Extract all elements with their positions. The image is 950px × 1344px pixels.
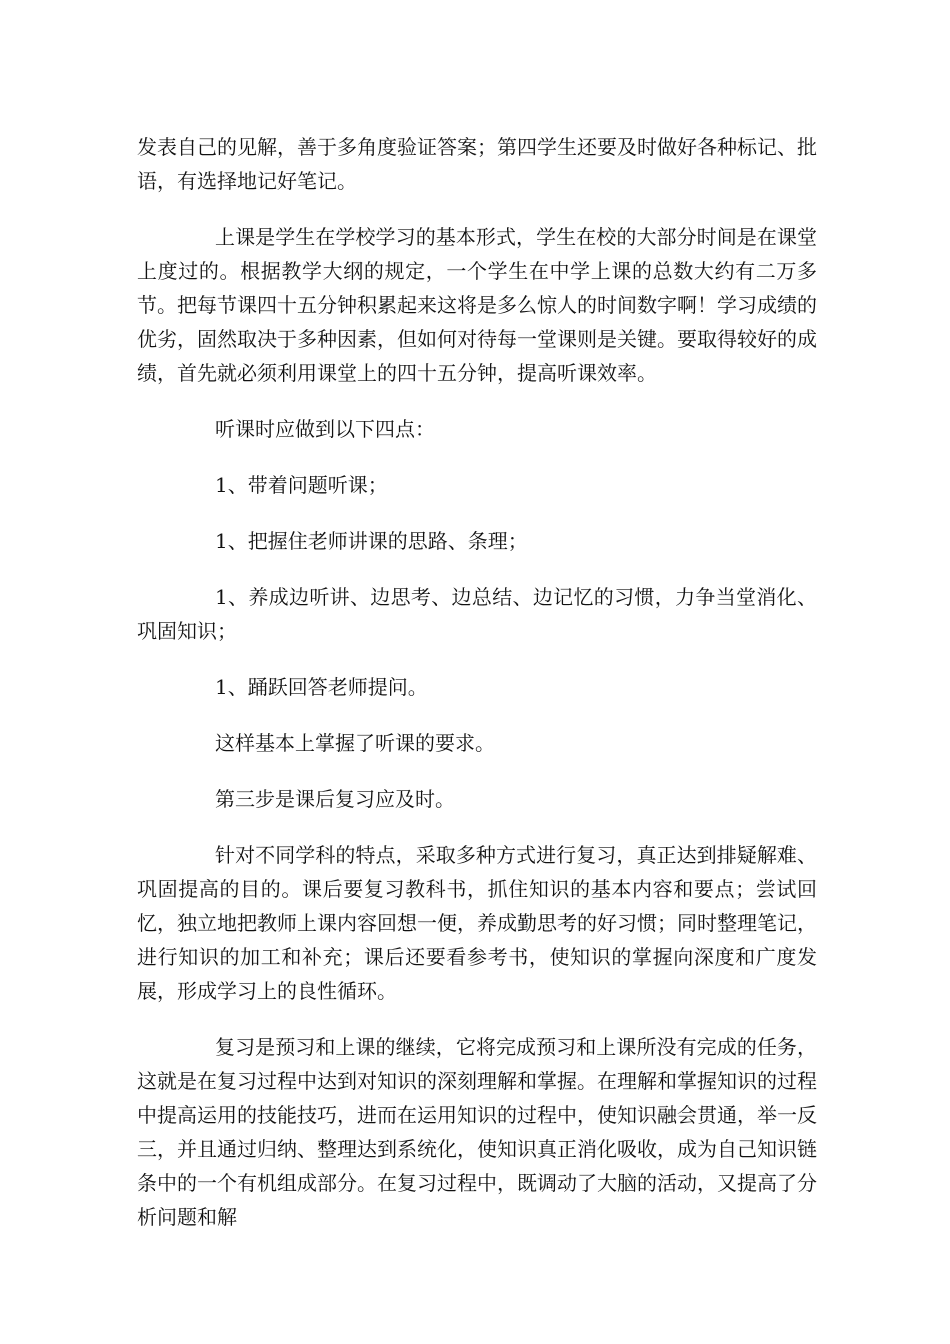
list-item-follow-teacher-logic: 1、把握住老师讲课的思路、条理； (215, 529, 528, 553)
list-item-listen-think-summarize: 1、养成边听讲、边思考、边总结、边记忆的习惯，力争当堂消化、巩固知识； (137, 585, 817, 643)
paragraph-class-importance: 上课是学生在学校学习的基本形式，学生在校的大部分时间是在课堂上度过的。根据教学大纲的规定，一个学生在中学上课的总数大约有二万多节。把每节课四十五分钟积累起来这将是多么惊人的时间数字啊！学习成绩的优劣，固然取决于多种因素，但如何对待每一堂课则是关键。要取得较好的成绩，首先就必须利用课堂上的四十五分钟，提高听课效率。 (137, 225, 817, 385)
paragraph-listening-points-heading: 听课时应做到以下四点： (215, 417, 435, 441)
paragraph-step-three-heading: 第三步是课后复习应及时。 (215, 787, 455, 811)
list-item-answer-questions: 1、踊跃回答老师提问。 (215, 675, 428, 699)
paragraph-review-continuation: 复习是预习和上课的继续，它将完成预习和上课所没有完成的任务，这就是在复习过程中达到对知识的深刻理解和掌握。在理解和掌握知识的过程中提高运用的技能技巧，进而在运用知识的过程中，使知识融会贯通，举一反三，并且通过归纳、整理达到系统化，使知识真正消化吸收，成为自己知识链条中的一个有机组成部分。在复习过程中，既调动了大脑的活动，又提高了分析问题和解 (137, 1035, 817, 1229)
document-body (137, 130, 817, 1256)
paragraph-intro-continuation: 发表自己的见解，善于多角度验证答案；第四学生还要及时做好各种标记、批语，有选择地记好笔记。 (137, 135, 817, 193)
paragraph-listening-summary: 这样基本上掌握了听课的要求。 (215, 731, 495, 755)
list-item-listen-with-questions: 1、带着问题听课； (215, 473, 388, 497)
paragraph-review-methods: 针对不同学科的特点，采取多种方式进行复习，真正达到排疑解难、巩固提高的目的。课后要复习教科书，抓住知识的基本内容和要点；尝试回忆，独立地把教师上课内容回想一便，养成勤思考的好习惯；同时整理笔记，进行知识的加工和补充；课后还要看参考书，使知识的掌握向深度和广度发展，形成学习上的良性循环。 (137, 843, 817, 1003)
